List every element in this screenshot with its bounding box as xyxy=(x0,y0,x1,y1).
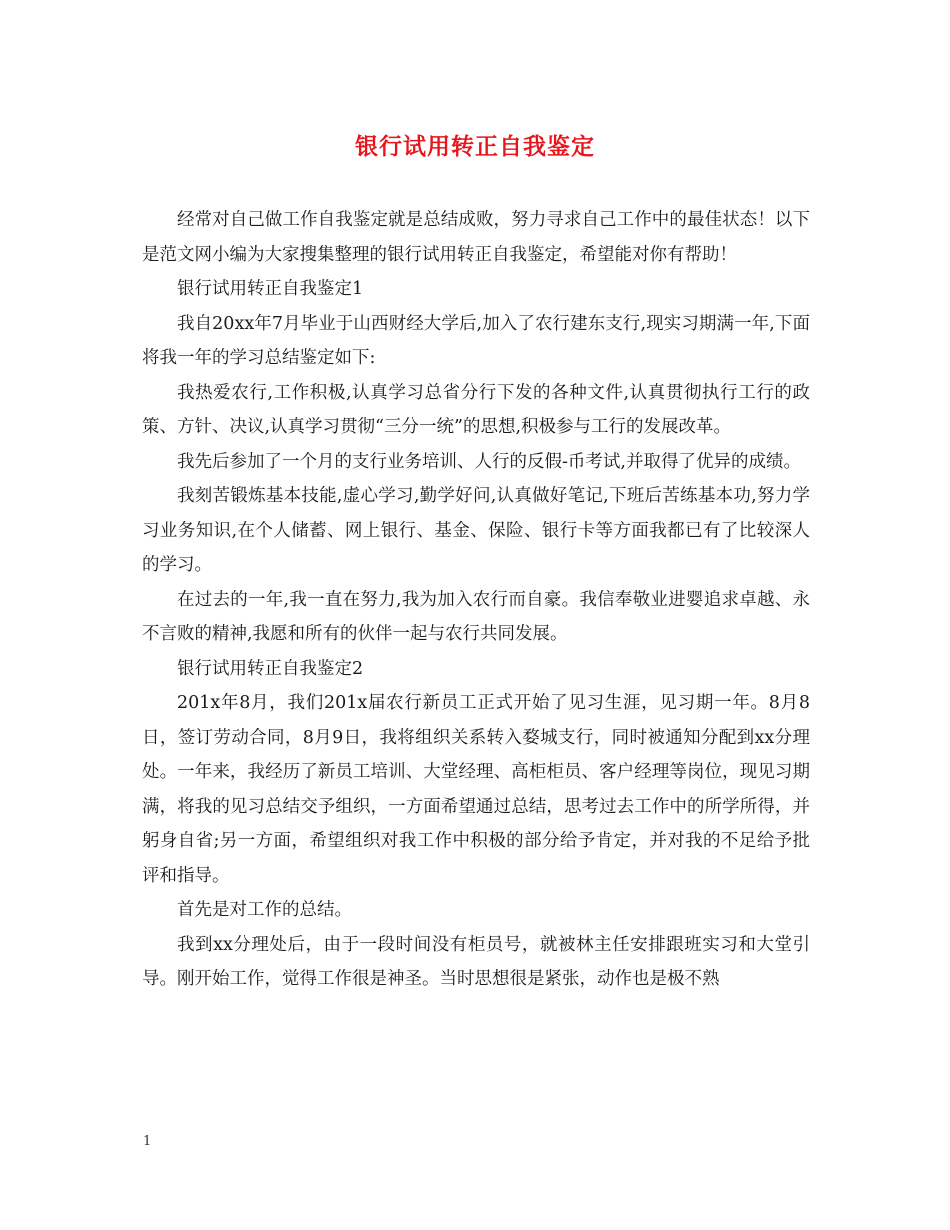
paragraph-intro: 经常对自己做工作自我鉴定就是总结成败，努力寻求自己工作中的最佳状态！以下是范文网小编为大家搜集整理的银行试用转正自我鉴定，希望能对你有帮助！ xyxy=(142,210,810,265)
document-body xyxy=(142,203,810,997)
paragraph: 201x年8月，我们201x届农行新员工正式开始了见习生涯，见习期一年。8月8日，签订劳动合同，8月9日，我将组织关系转入婺城支行，同时被通知分配到xx分理处。一年来，我经历了新员工培训、大堂经理、高柜柜员、客户经理等岗位，现见习期满，将我的见习总结交予组织，一方面希望通过总结，思考过去工作中的所学所得，并躬身自省;另一方面，希望组织对我工作中积极的部分给予肯定，并对我的不足给予批评和指导。 xyxy=(142,693,810,886)
paragraph: 首先是对工作的总结。 xyxy=(177,900,352,920)
paragraph: 我自20xx年7月毕业于山西财经大学后,加入了农行建东支行,现实习期满一年,下面将我一年的学习总结鉴定如下: xyxy=(142,313,810,368)
section-heading-1: 银行试用转正自我鉴定1 xyxy=(177,279,364,299)
paragraph: 我到xx分理处后，由于一段时间没有柜员号，就被林主任安排跟班实习和大堂引导。刚开始工作，觉得工作很是神圣。当时思想很是紧张，动作也是极不熟 xyxy=(142,934,810,989)
section-heading-2: 银行试用转正自我鉴定2 xyxy=(177,658,364,679)
paragraph: 我刻苦锻炼基本技能,虚心学习,勤学好问,认真做好笔记,下班后苦练基本功,努力学习业务知识,在个人储蓄、网上银行、基金、保险、银行卡等方面我都已有了比较深人的学习。 xyxy=(142,486,810,575)
paragraph: 我热爱农行,工作积极,认真学习总省分行下发的各种文件,认真贯彻执行工行的政策、方针、决议,认真学习贯彻“三分一统”的思想,积极参与工行的发展改革。 xyxy=(142,382,810,437)
paragraph: 在过去的一年,我一直在努力,我为加入农行而自豪。我信奉敬业进婴追求卓越、永不言败的精神,我愿和所有的伙伴一起与农行共同发展。 xyxy=(142,589,810,644)
paragraph: 我先后参加了一个月的支行业务培训、人行的反假-币考试,并取得了优异的成绩。 xyxy=(177,451,801,472)
page-number: 1 xyxy=(143,1134,152,1149)
document-title: 银行试用转正自我鉴定 xyxy=(355,133,595,160)
